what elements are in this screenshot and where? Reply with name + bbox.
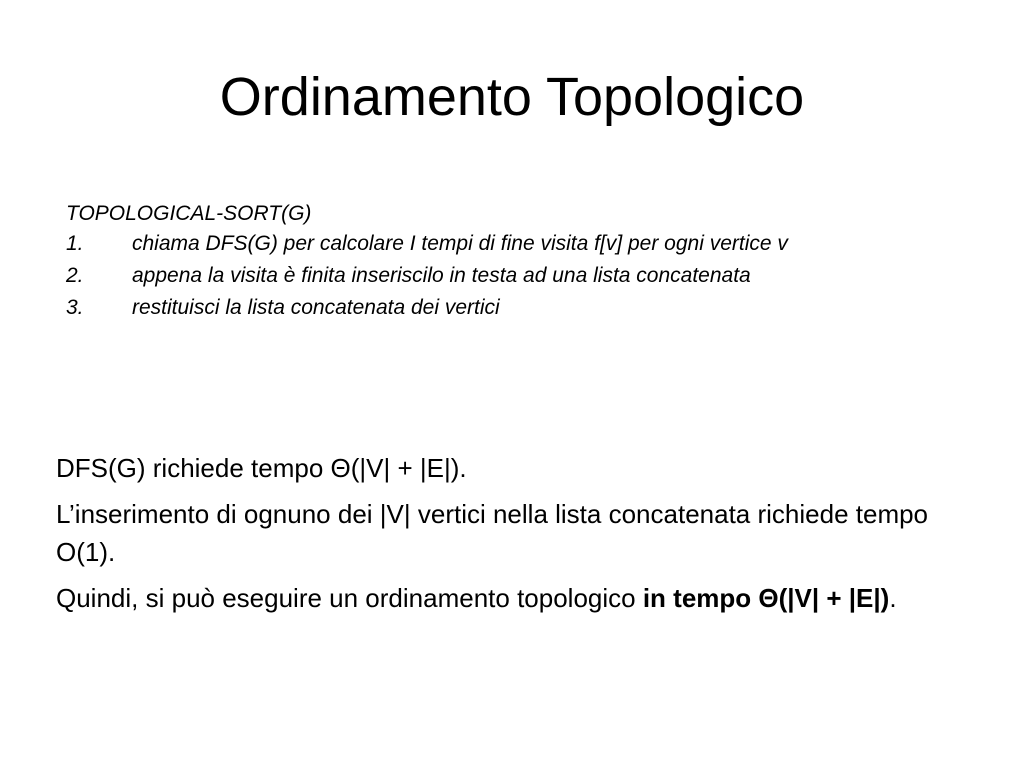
algorithm-block <box>66 202 986 328</box>
algorithm-heading: TOPOLOGICAL-SORT(G) <box>66 202 312 225</box>
conclusion-text: Quindi, si può eseguire un ordinamento topologico <box>56 583 643 613</box>
algorithm-step <box>66 296 986 320</box>
step-text: appena la visita è finita inseriscilo in testa ad una lista concatenata <box>132 264 751 287</box>
conclusion-bold-text: in tempo Θ(|V| + |E|) <box>642 583 890 613</box>
paragraph-conclusion <box>56 579 986 617</box>
conclusion-period: . <box>889 583 897 613</box>
step-number: 2. <box>66 264 84 287</box>
algorithm-step <box>66 232 986 256</box>
algorithm-step <box>66 264 986 288</box>
slide-title: Ordinamento Topologico <box>219 67 805 127</box>
body-text <box>56 449 986 625</box>
step-text: chiama DFS(G) per calcolare I tempi di fine visita f[v] per ogni vertice v <box>132 232 788 255</box>
algorithm-steps <box>66 232 986 320</box>
step-number: 3. <box>66 296 84 319</box>
step-text: restituisci la lista concatenata dei vertici <box>132 296 500 319</box>
step-number: 1. <box>66 232 84 255</box>
paragraph-insertion-time: L’inserimento di ognuno dei |V| vertici nella lista concatenata richiede tempo O(1). <box>56 499 929 567</box>
paragraph-dfs-time: DFS(G) richiede tempo Θ(|V| + |E|). <box>56 453 467 483</box>
